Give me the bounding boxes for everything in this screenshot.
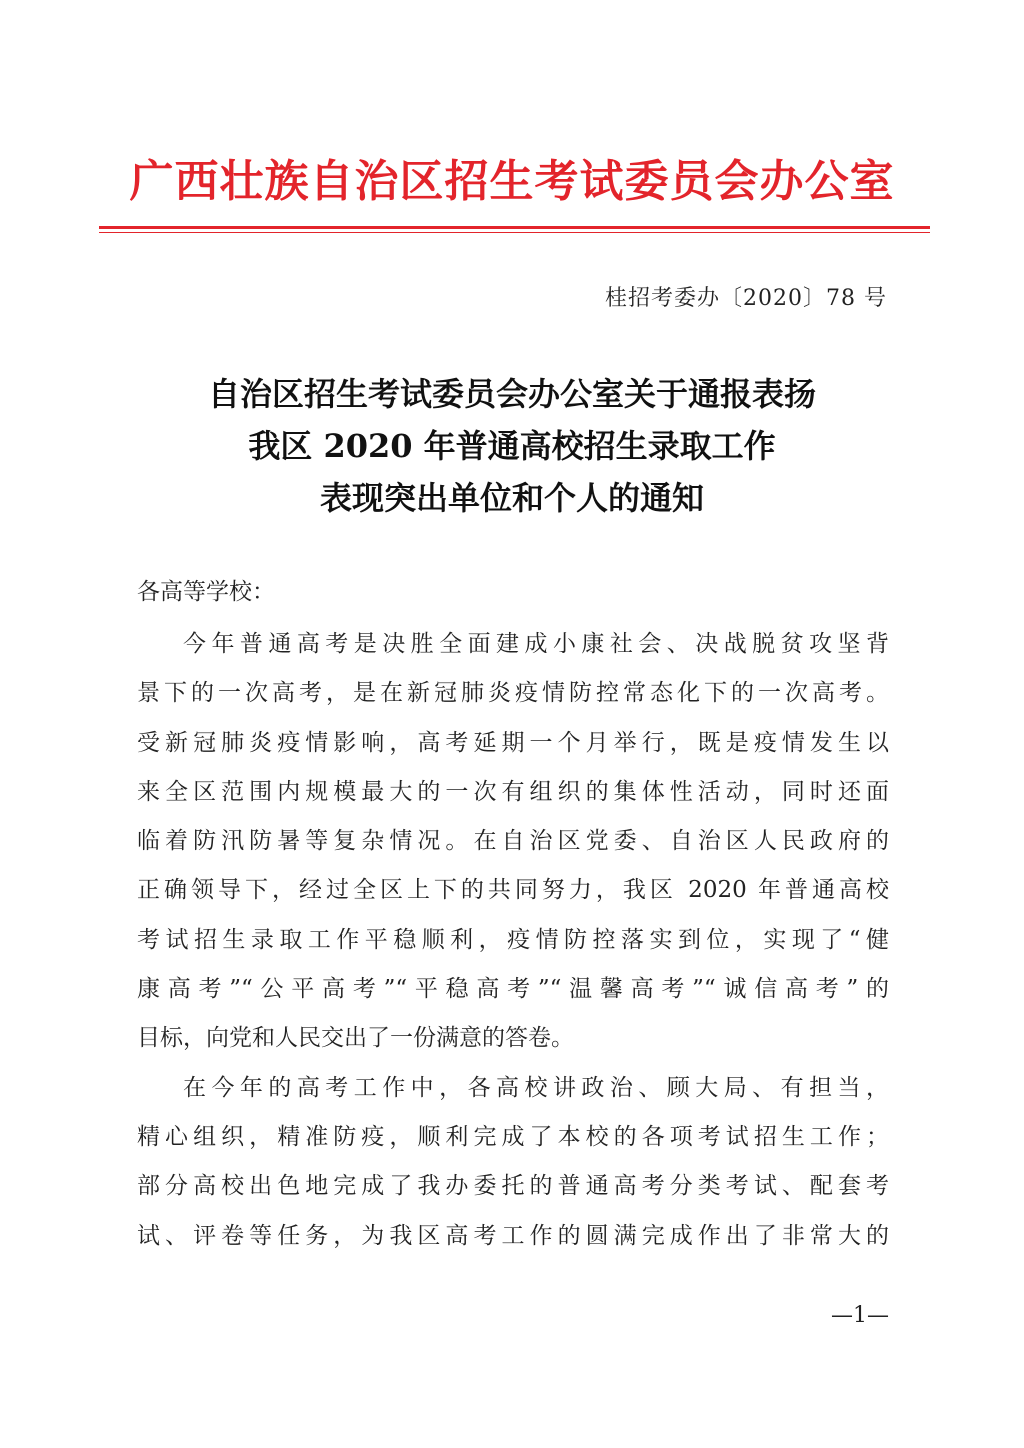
paragraph-line: 康高考”“公平高考”“平稳高考”“温馨高考”“诚信高考”的 bbox=[137, 976, 889, 1003]
document-title bbox=[0, 368, 1024, 524]
title-line: 表现突出单位和个人的通知 bbox=[319, 479, 704, 517]
document-body bbox=[137, 620, 889, 1261]
document-number: 桂招考委办〔2020〕78 号 bbox=[605, 286, 887, 311]
paragraph-line: 受新冠肺炎疫情影响，高考延期一个月举行，既是疫情发生以 bbox=[137, 729, 889, 756]
header-red-rule bbox=[99, 226, 930, 229]
paragraph-line: 试、评卷等任务，为我区高考工作的圆满完成作出了非常大的 bbox=[137, 1222, 889, 1249]
title-line: 我区 2020 年普通高校招生录取工作 bbox=[248, 427, 776, 465]
paragraph-line: 在今年的高考工作中，各高校讲政治、顾大局、有担当， bbox=[183, 1074, 889, 1101]
paragraph-line: 来全区范围内规模最大的一次有组织的集体性活动，同时还面 bbox=[137, 778, 889, 805]
paragraph-line: 正确领导下，经过全区上下的共同努力，我区 2020 年普通高校 bbox=[137, 877, 889, 904]
title-line: 自治区招生考试委员会办公室关于通报表扬 bbox=[207, 375, 816, 413]
paragraph-line: 今年普通高考是决胜全面建成小康社会、决战脱贫攻坚背 bbox=[183, 631, 889, 657]
header-red-rule-thin bbox=[99, 232, 930, 233]
paragraph-line: 目标，向党和人民交出了一份满意的答卷。 bbox=[137, 1025, 574, 1052]
salutation: 各高等学校： bbox=[137, 579, 275, 605]
paragraph-line: 精心组织，精准防疫，顺利完成了本校的各项考试招生工作； bbox=[137, 1123, 889, 1150]
issuing-office-header: 广西壮族自治区招生考试委员会办公室 bbox=[129, 156, 895, 207]
paragraph-line: 临着防汛防暑等复杂情况。在自治区党委、自治区人民政府的 bbox=[137, 828, 889, 855]
paragraph-line: 考试招生录取工作平稳顺利，疫情防控落实到位，实现了“健 bbox=[137, 926, 889, 953]
page-number: —1— bbox=[831, 1303, 889, 1328]
paragraph-line: 景下的一次高考，是在新冠肺炎疫情防控常态化下的一次高考。 bbox=[137, 680, 889, 707]
paragraph-line: 部分高校出色地完成了我办委托的普通高考分类考试、配套考 bbox=[137, 1173, 889, 1200]
